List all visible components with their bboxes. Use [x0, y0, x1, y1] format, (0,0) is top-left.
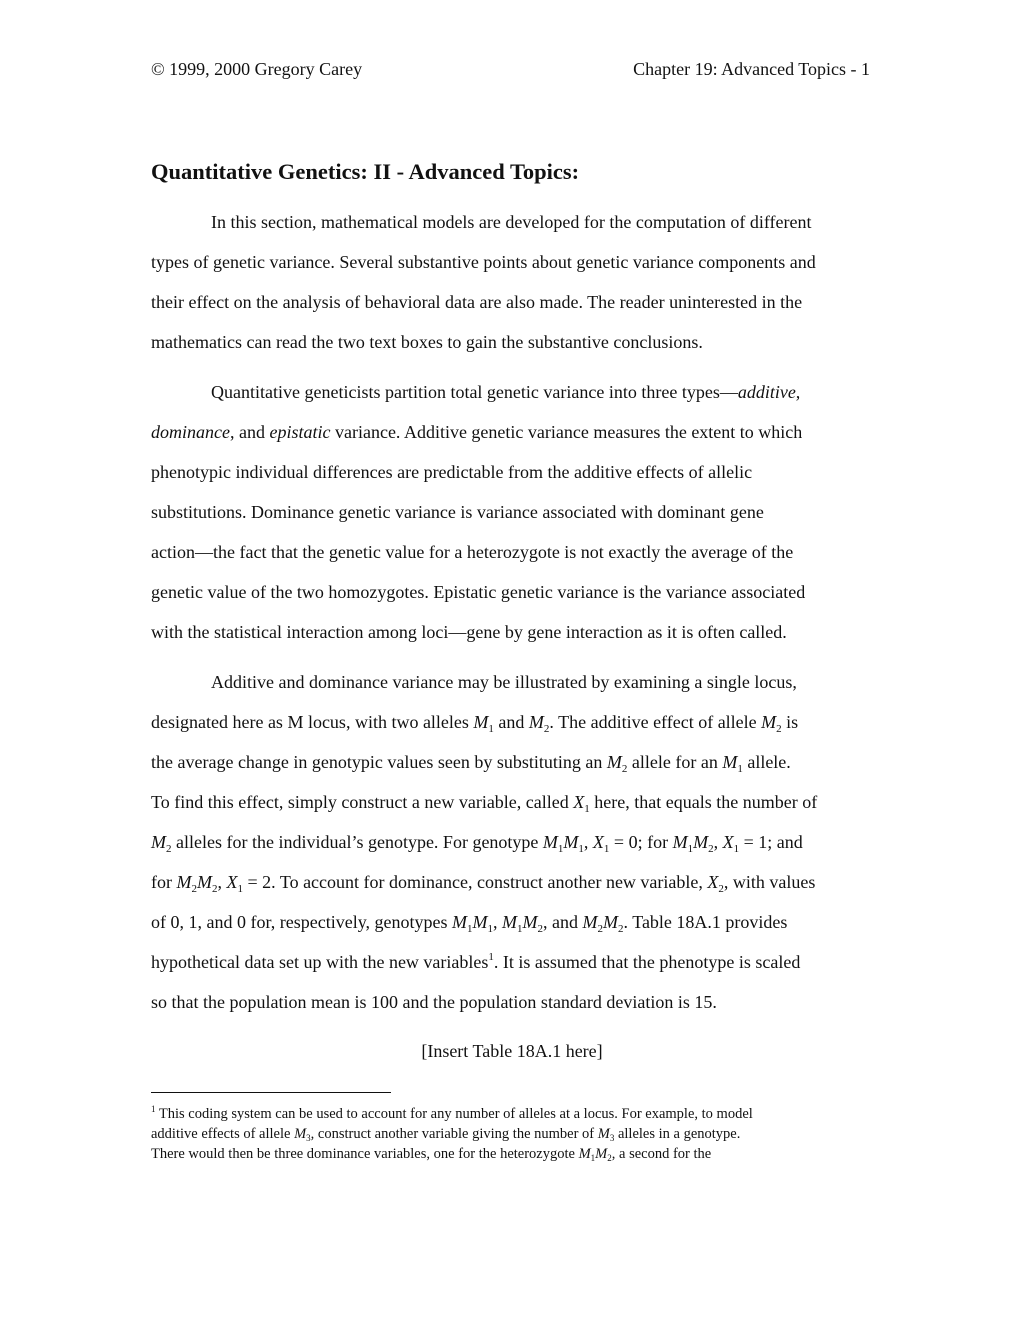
footnote-reference[interactable]: 1	[488, 951, 494, 963]
table-insert-note: [Insert Table 18A.1 here]	[421, 1041, 603, 1061]
footnote-divider	[151, 1092, 391, 1093]
text-line: genetic value of the two homozygotes. Epistatic genetic variance is the variance associated	[151, 582, 806, 602]
text-line: with the statistical interaction among loci—gene by gene interaction as it is often called.	[151, 622, 787, 642]
text-line: In this section, mathematical models are developed for the computation of different	[211, 212, 812, 232]
paragraph-single-locus	[151, 662, 873, 1022]
footnote-line: $^1$ This coding system can be used to account for any number of alleles at a locus. For example, to model	[151, 1104, 753, 1122]
text-line: their effect on the analysis of behavioral data are also made. The reader uninterested in the	[151, 292, 803, 312]
footnote-line: There would then be three dominance variables, one for the heterozygote $M_1M_2$, a second for the	[151, 1146, 712, 1163]
text-line: types of genetic variance. Several substantive points about genetic variance components and	[151, 252, 816, 272]
text-line: dominance, and epistatic variance. Additive genetic variance measures the extent to which	[151, 422, 803, 442]
page-title: Quantitative Genetics: II - Advanced Topics:	[151, 159, 580, 184]
text-line: Quantitative geneticists partition total genetic variance into three types—additive,	[211, 382, 801, 402]
text-line: for $M_2M_2$, $X_1 = 2$. To account for dominance, construct another new variable, $X_2$, with values	[151, 872, 816, 895]
footnote	[151, 1104, 873, 1164]
text-line: $M_2$ alleles for the individual’s genotype. For genotype $M_1M_1$, $X_1 = 0$; for $M_1M_2$, $X_1 = 1$; and	[151, 832, 803, 855]
text-line: so that the population mean is 100 and the population standard deviation is 15.	[151, 992, 717, 1012]
text-line: mathematics can read the two text boxes to gain the substantive conclusions.	[151, 332, 703, 352]
footnote-line: additive effects of allele $M_3$, construct another variable giving the number of $M_3$ alleles in a genotype.	[151, 1126, 741, 1143]
text-line: phenotypic individual differences are predictable from the additive effects of allelic	[151, 462, 753, 482]
text-line: the average change in genotypic values seen by substituting an $M_2$ allele for an $M_1$ allele.	[151, 752, 791, 775]
text-line: of 0, 1, and 0 for, respectively, genotypes $M_1M_1$, $M_1M_2$, and $M_2M_2$. Table 18A.1 provides	[151, 912, 788, 935]
header-copyright: © 1999, 2000 Gregory Carey	[151, 59, 363, 79]
text-line: hypothetical data set up with the new variables$^1$. It is assumed that the phenotype is scaled	[151, 951, 801, 972]
paragraph-variance-types	[151, 372, 873, 652]
text-line: To find this effect, simply construct a new variable, called $X_1$ here, that equals the number of	[151, 792, 818, 815]
header-chapter: Chapter 19: Advanced Topics - 1	[633, 59, 870, 79]
text-line: designated here as M locus, with two alleles $M_1$ and $M_2$. The additive effect of allele $M_2$ is	[151, 712, 799, 735]
text-line: action—the fact that the genetic value for a heterozygote is not exactly the average of the	[151, 542, 794, 562]
paragraph-intro	[151, 202, 873, 362]
text-line: Additive and dominance variance may be illustrated by examining a single locus,	[211, 672, 797, 692]
text-line: substitutions. Dominance genetic variance is variance associated with dominant gene	[151, 502, 764, 522]
